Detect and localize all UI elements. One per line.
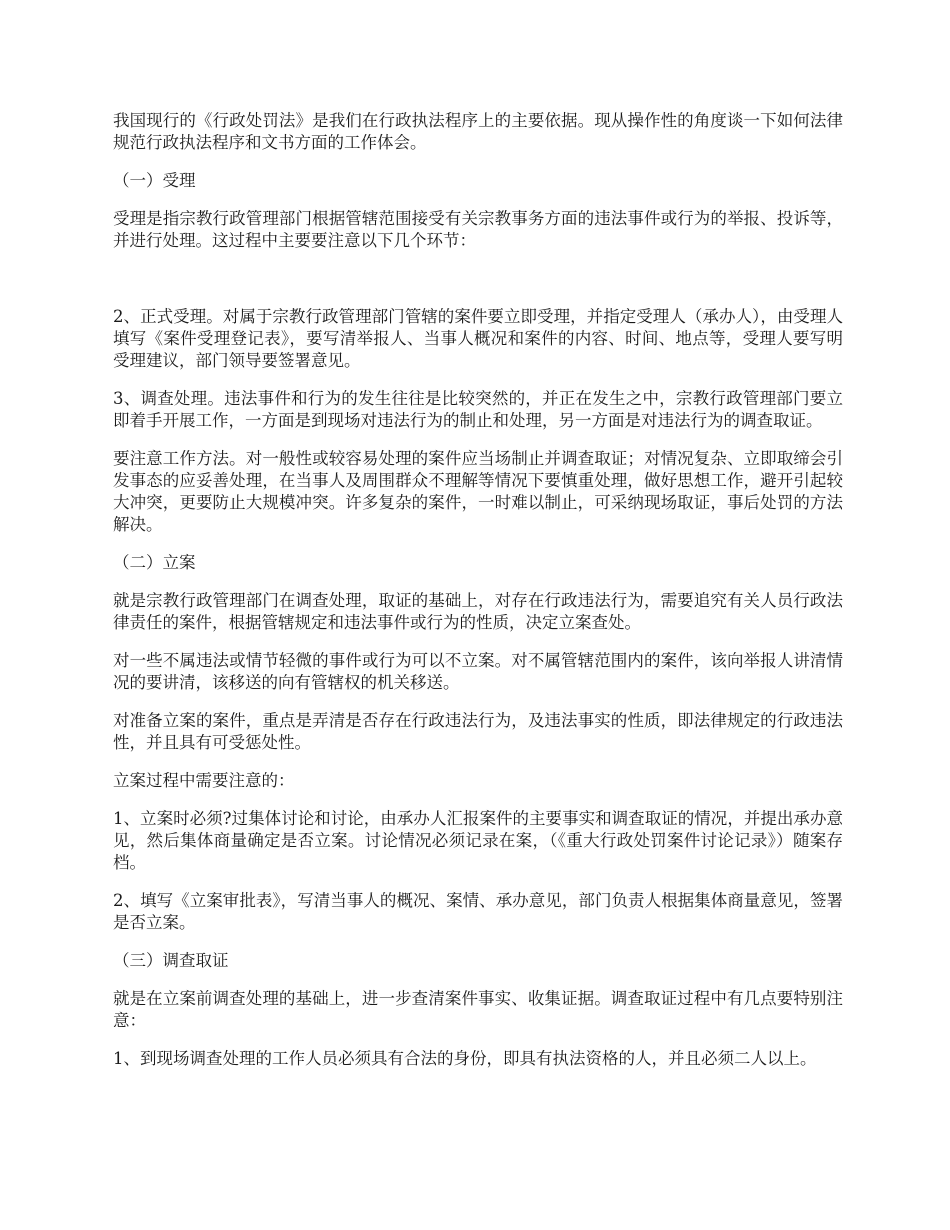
paragraph: 就是宗教行政管理部门在调查处理，取证的基础上，对存在行政违法行为，需要追究有关人员行政法律责任的案件，根据管辖规定和违法事件或行为的性质，决定立案查处。 <box>113 591 843 632</box>
paragraph: 1、到现场调查处理的工作人员必须具有合法的身份，即具有执法资格的人，并且必须二人以上。 <box>113 1049 817 1068</box>
paragraph: 要注意工作方法。对一般性或较容易处理的案件应当场制止并调查取证；对情况复杂、立即取缔会引发事态的应妥善处理，在当事人及周围群众不理解等情况下要慎重处理，做好思想工作，避开引起较大冲突，更要防止大规模冲突。许多复杂的案件，一时难以制止，可采纳现场取证，事后处罚的方法解决。 <box>113 449 843 534</box>
section-heading-investigation: （三）调查取证 <box>113 951 229 970</box>
paragraph: 2、填写《立案审批表》，写清当事人的概况、案情、承办意见，部门负责人根据集体商量意见，签署是否立案。 <box>113 891 843 932</box>
paragraph: 就是在立案前调查处理的基础上，进一步查清案件事实、收集证据。调查取证过程中有几点要特别注意： <box>113 989 843 1030</box>
paragraph: 立案过程中需要注意的： <box>113 771 295 790</box>
document-body <box>113 110 843 1086</box>
intro-paragraph: 我国现行的《行政处罚法》是我们在行政执法程序上的主要依据。现从操作性的角度谈一下如何法律规范行政执法程序和文书方面的工作体会。 <box>113 111 843 152</box>
blank-gap <box>113 268 843 306</box>
section-heading-acceptance: （一）受理 <box>113 171 196 190</box>
section-heading-filing: （二）立案 <box>113 553 196 572</box>
paragraph: 对一些不属违法或情节轻微的事件或行为可以不立案。对不属管辖范围内的案件，该向举报人讲清情况的要讲清，该移送的向有管辖权的机关移送。 <box>113 651 843 692</box>
paragraph: 受理是指宗教行政管理部门根据管辖范围接受有关宗教事务方面的违法事件或行为的举报、投诉等，并进行处理。这过程中主要要注意以下几个环节： <box>113 209 843 250</box>
paragraph: 3、调查处理。违法事件和行为的发生往往是比较突然的，并正在发生之中，宗教行政管理部门要立即着手开展工作，一方面是到现场对违法行为的制止和处理，另一方面是对违法行为的调查取证。 <box>113 389 843 430</box>
paragraph: 1、立案时必须?过集体讨论和讨论，由承办人汇报案件的主要事实和调查取证的情况，并提出承办意见，然后集体商量确定是否立案。讨论情况必须记录在案，（《重大行政处罚案件讨论记录》）随案存档。 <box>113 809 843 872</box>
paragraph: 对准备立案的案件，重点是弄清是否存在行政违法行为，及违法事实的性质，即法律规定的行政违法性，并且具有可受惩处性。 <box>113 711 843 752</box>
paragraph: 2、正式受理。对属于宗教行政管理部门管辖的案件要立即受理，并指定受理人（承办人），由受理人填写《案件受理登记表》，要写清举报人、当事人概况和案件的内容、时间、地点等，受理人要写明受理建议，部门领导要签署意见。 <box>113 307 843 370</box>
